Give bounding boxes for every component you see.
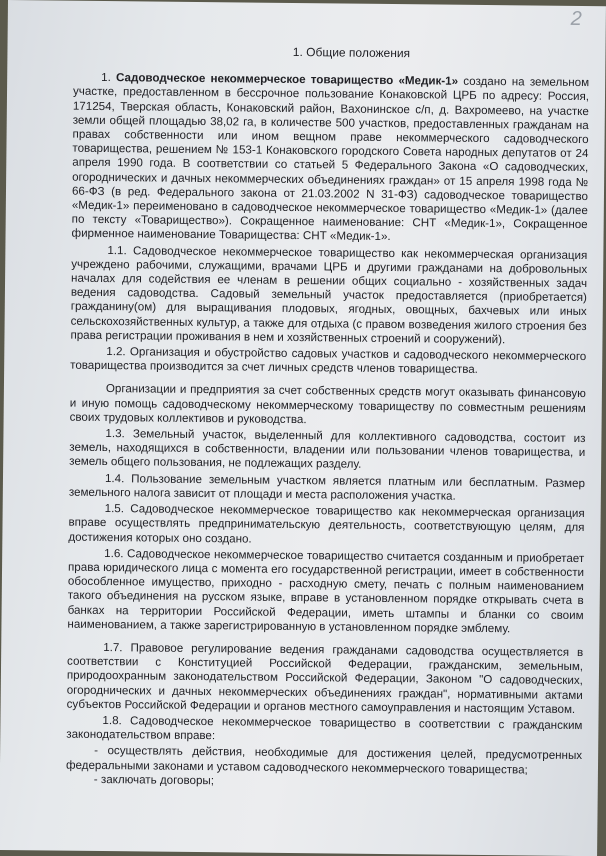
paragraph-1-2-funding: Организации и предприятия за счет собственных средств могут оказывать финансовую и иную помощь садоводческому некоммерческому товариществу по совместным решениям своих трудовых коллективов и руководства. [69, 382, 586, 427]
organization-name: Садоводческое некоммерческое товарищество «Медик-1» [115, 71, 459, 88]
paragraph-1-6: 1.6. Садоводческое некоммерческое товарищество считается созданным и приобретает права юридического лица с момента его государственной регистрации, имеет в собственности обособленное имущество, приходно - расходную смету, печать с полным наименованием такого объединения на русском языке, вправе в установленном порядке открывать счета в банках на территории Российской Федерации, иметь штампы и бланки со своим наименованием, а также зарегистрированную в установленном порядке эмблему. [67, 546, 585, 636]
section-title: 1. Общие положения [292, 44, 411, 61]
page-number: 2 [570, 7, 582, 31]
paragraph-1-number: 1. [101, 71, 111, 85]
paragraph-1-5: 1.5. Садоводческое некоммерческое товарищество как некоммерческая организация вправе осуществлять предпринимательскую деятельность, соответствующую целям, для достижения которых оно создано. [68, 502, 585, 546]
paragraph-1-text: создано на земельном участке, предоставленном в бессрочное пользование Конаковской ЦРБ по адресу: Россия, 171254, Тверская область, Конаковский район, Вахонинское с/п, д. Вахромеево, на участке земли общей площадью 38,02 га, в количестве 500 участков, предоставленных гражданам на правах собственности или ином вещном праве некоммерческого садоводческого товарищества, решением № 153-1 Конаковского городского Совета народных депутатов от 24 апреля 1990 года. В соответствии со статьей 5 Федерального Закона «О садоводческих, огороднических и дачных некоммерческих объединениях граждан» от 15 апреля 1998 года № 66-ФЗ (в ред. Федерального закона от 21.03.2002 N 31-ФЗ) садоводческое товарищество «Медик-1» переименовано в садоводческое некоммерческое товарищество «Медик-1» (далее по тексту «Товарищество»). Сокращенное наименование: СНТ «Медик-1», Сокращенное фирменное наименование Товарищества: СНТ «Медик-1». [71, 74, 590, 244]
paragraph-1-8: 1.8. Садоводческое некоммерческое товарищество в соответствии с гражданским законодательством вправе: [66, 713, 583, 743]
paragraph-1-2: 1.2. Организация и обустройство садовых участков и садоводческого некоммерческого товарищества производится за счет личных средств членов товарищества. [70, 345, 587, 377]
paragraph-1-3: 1.3. Земельный участок, выделенный для коллективного садоводства, состоит из земель, находящихся в собственности, владении или пользовании членов товарищества, и земель общего пользования, не подлежащих разделу. [69, 427, 586, 472]
paragraph-1-4: 1.4. Пользование земельным участком является платным или бесплатным. Размер земельного налога зависит от площади и места расположения участка. [68, 471, 586, 503]
paragraph-1 [71, 71, 589, 247]
list-item: - заключать договоры; [93, 772, 215, 787]
paragraph-1-1: 1.1. Садоводческое некоммерческое товарищество как некоммерческая организация учреждено рабочими, служащими, врачами ЦРБ и другими гражданами на добровольных началах для содействия ее членам в решении общих социально - хозяйственных задач ведения садоводства. Садовый земельный участок предоставляется (приобретается) гражданину(ом) для выращивания плодовых, ягодных, овощных, бахчевых или иных сельскохозяйственных культур, а также для отдыха (с правом возведения жилого строения без права регистрации проживания в нем и хозяйственных строений и сооружений). [70, 243, 588, 347]
list-item: - осуществлять действия, необходимые для достижения целей, предусмотренных федеральными законами и уставом садоводческого некоммерческого товарищества; [65, 744, 583, 777]
paragraph-1-7: 1.7. Правовое регулирование ведения гражданами садоводства осуществляется в соответствии с Конституцией Российской Федерации, гражданским, земельным, природоохранным законодательством Российской Федерации, Законом "О садоводческих, огороднических и дачных некоммерческих объединениях граждан", нормативными актами субъектов Российской Федерации и органов местного самоуправления и настоящим Уставом. [66, 640, 584, 716]
